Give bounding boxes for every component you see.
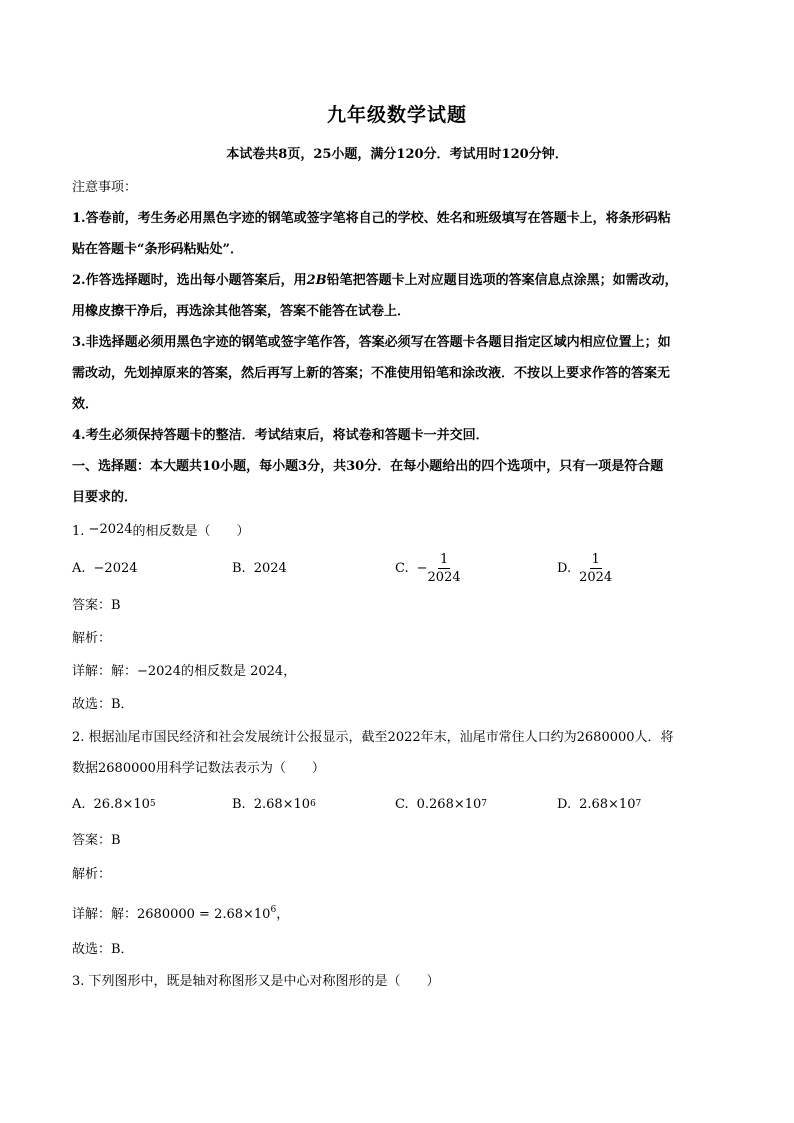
q2-option-a-base: 26.8×10 (93, 796, 150, 812)
q1-answer: 答案：B (72, 598, 121, 613)
q2-option-b-exponent: 6 (310, 799, 316, 809)
q3-number: 3. (72, 974, 85, 989)
page-subtitle: 本试卷共8页，25小题，满分120分．考试用时120分钟． (226, 147, 568, 162)
q2-text-a: 根据汕尾市国民经济和社会发展统计公报显示，截至2022年末，汕尾市常住人口约为 (88, 730, 577, 745)
note-2-text-c: 铅笔把答题卡上对应题目选项的答案信息点涂黑；如需改动， (326, 273, 678, 288)
q2-option-a-label: A. (72, 796, 86, 812)
note-3-line-1: 3.非选择题必须用黑色字迹的钢笔或签字笔作答，答案必须写在答题卡各题目指定区域内相应位置上；如 (72, 335, 671, 350)
section-1-heading-line-2: 目要求的． (72, 490, 138, 505)
q2-detail-prefix: 详解：解： (72, 907, 138, 922)
q2-detail-expression: 2680000 = 2.68×10 (137, 907, 271, 922)
q1-analysis: 解析： (72, 631, 112, 646)
q1-expression: −2024 (88, 522, 133, 537)
question-2-line-1 (72, 721, 724, 754)
note-4: 4.考生必须保持答题卡的整洁．考试结束后，将试卷和答题卡一并交回． (72, 428, 489, 443)
q1-option-b[interactable] (232, 561, 395, 576)
q1-options (72, 547, 724, 589)
q2-option-b-label: B. (232, 796, 246, 812)
q1-option-d-denominator: 2024 (579, 569, 613, 585)
q2-option-a[interactable] (72, 797, 232, 812)
q2-choice: 故选：B． (72, 942, 134, 957)
q3-text: 下列图形中，既是轴对称图形又是中心对称图形的是（ ） (88, 974, 440, 989)
question-2-line-2 (72, 754, 724, 784)
q1-option-c-numerator: 1 (439, 551, 449, 567)
q2-text-l2-a: 数据 (72, 761, 99, 776)
exam-body (72, 172, 724, 997)
q1-detail: 详解：解：−2024的相反数是 2024， (72, 664, 297, 679)
section-1-heading-line-1: 一、选择题：本大题共10小题，每小题3分，共30分．在每小题给出的四个选项中，只有一项是符合题 (72, 459, 664, 474)
q1-option-c[interactable] (395, 552, 557, 585)
q1-choice: 故选：B． (72, 697, 134, 712)
q2-options (72, 784, 724, 824)
q2-option-b[interactable] (232, 797, 395, 812)
q2-detail-suffix: ， (276, 907, 290, 922)
q1-option-d-fraction (579, 552, 612, 585)
note-2-text-a: 2.作答选择题时，选出每小题答案后，用 (72, 273, 307, 288)
q2-option-c-base: 0.268×10 (416, 796, 482, 812)
q2-text-c: 人．将 (634, 730, 674, 745)
q2-option-c-label: C. (395, 796, 409, 812)
note-2-line-2: 用橡皮擦干净后，再选涂其他答案，答案不能答在试卷上． (72, 304, 411, 319)
q2-answer: 答案：B (72, 833, 121, 848)
q1-option-b-label: B. (232, 560, 246, 576)
q2-option-c[interactable] (395, 797, 557, 812)
q2-detail (72, 892, 724, 933)
q1-option-c-fraction (428, 552, 461, 585)
q1-text: 的相反数是（ ） (132, 524, 250, 539)
page-title: 九年级数学试题 (326, 104, 467, 126)
q1-option-c-denominator: 2024 (427, 569, 461, 585)
q2-option-b-base: 2.68×10 (253, 796, 311, 812)
q1-option-a[interactable] (72, 561, 232, 576)
note-1-line-1: 1.答卷前，考生务必用黑色字迹的钢笔或签字笔将自己的学校、姓名和班级填写在答题卡上，将条形码粘 (72, 211, 671, 226)
note-3-line-3: 效． (72, 397, 99, 412)
q2-option-d[interactable] (557, 797, 641, 812)
q1-option-b-value: 2024 (253, 560, 287, 576)
note-1-line-2: 贴在答题卡“条形码粘贴处”． (72, 242, 243, 257)
note-2-line-1 (72, 265, 724, 296)
q1-number: 1. (72, 524, 85, 539)
q1-option-d-label: D. (557, 560, 572, 576)
question-3 (72, 967, 724, 997)
q2-text-l2-c: 用科学记数法表示为（ ） (155, 761, 325, 776)
q2-option-d-base: 2.68×10 (579, 796, 636, 812)
q2-population-2: 2680000 (98, 761, 156, 776)
q2-option-c-exponent: 7 (481, 799, 488, 809)
q1-option-c-label: C. (395, 560, 409, 576)
q1-option-a-value: −2024 (93, 560, 138, 576)
notes-heading: 注意事项： (72, 180, 138, 195)
q2-population: 2680000 (576, 730, 635, 745)
question-1 (72, 513, 724, 547)
q2-option-a-exponent: 5 (149, 799, 156, 809)
q2-number: 2. (72, 730, 85, 745)
q2-detail-exponent: 6 (270, 905, 277, 915)
q1-option-c-sign: − (416, 560, 428, 576)
q1-option-d-numerator: 1 (591, 551, 600, 567)
note-2-pencil-grade: 2B (306, 273, 327, 288)
q2-option-d-exponent: 7 (635, 799, 642, 809)
q2-analysis: 解析： (72, 867, 112, 882)
q1-option-a-label: A. (72, 560, 86, 576)
note-3-line-2: 需改动，先划掉原来的答案，然后再写上新的答案；不准使用铅笔和涂改液．不按以上要求作答的答案无 (72, 366, 671, 381)
q2-option-d-label: D. (557, 796, 572, 812)
q1-option-d[interactable] (557, 552, 612, 585)
